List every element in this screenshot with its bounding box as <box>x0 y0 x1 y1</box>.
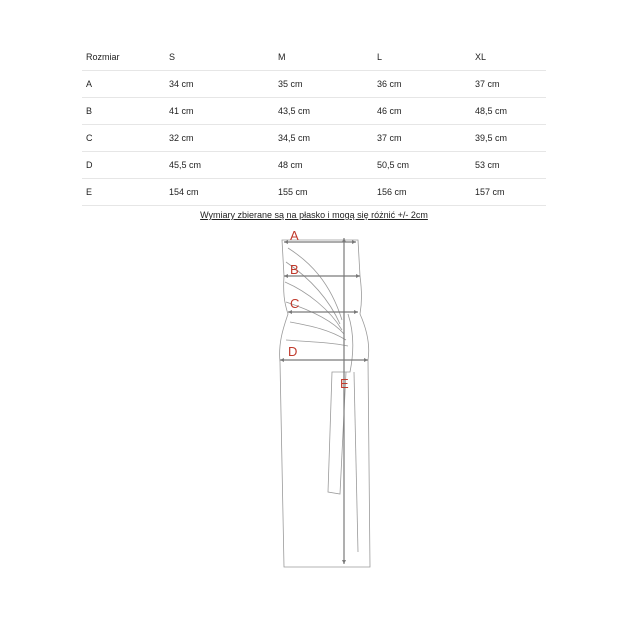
row-label: C <box>86 133 93 143</box>
arrow-head <box>356 274 360 278</box>
dress-outline <box>280 240 370 567</box>
table-cell: 37 cm <box>377 133 402 143</box>
dress-fold <box>290 322 346 340</box>
table-cell: 157 cm <box>475 187 505 197</box>
table-cell: 37 cm <box>475 79 500 89</box>
label-a: A <box>290 228 299 243</box>
header-cell: S <box>169 52 176 62</box>
table-cell: 34 cm <box>169 79 194 89</box>
table-row <box>82 125 546 152</box>
label-b: B <box>290 262 299 277</box>
table-cell: 156 cm <box>377 187 407 197</box>
dress-panel <box>328 314 353 494</box>
table-row <box>82 71 546 98</box>
label-d: D <box>288 344 298 359</box>
table-cell: 50,5 cm <box>377 160 410 170</box>
arrow-head <box>342 560 346 564</box>
table-cell: 41 cm <box>169 106 194 116</box>
table-cell: 35 cm <box>278 79 303 89</box>
label-c: C <box>290 296 300 311</box>
table-cell: 34,5 cm <box>278 133 311 143</box>
table-row <box>82 152 546 179</box>
dress-slit <box>354 372 358 552</box>
dress-diagram <box>250 222 390 572</box>
arrow-head <box>352 240 356 244</box>
table-header-row <box>82 44 546 71</box>
row-label: D <box>86 160 93 170</box>
measurement-note: Wymiary zbierane są na płasko i mogą się różnić +/- 2cm <box>200 210 428 220</box>
table-cell: 43,5 cm <box>278 106 311 116</box>
arrow-head <box>280 358 284 362</box>
table-cell: 45,5 cm <box>169 160 202 170</box>
header-cell: M <box>278 52 286 62</box>
arrow-head <box>364 358 368 362</box>
table-cell: 53 cm <box>475 160 500 170</box>
table-cell: 32 cm <box>169 133 194 143</box>
header-cell: L <box>377 52 383 62</box>
size-table <box>82 44 546 206</box>
header-cell: Rozmiar <box>86 52 120 62</box>
table-cell: 48,5 cm <box>475 106 508 116</box>
table-row <box>82 98 546 125</box>
table-row <box>82 179 546 206</box>
label-e: E <box>340 376 349 391</box>
table-cell: 36 cm <box>377 79 402 89</box>
table-cell: 39,5 cm <box>475 133 508 143</box>
arrow-head <box>284 240 288 244</box>
arrow-head <box>284 274 288 278</box>
table-cell: 155 cm <box>278 187 308 197</box>
table-cell: 154 cm <box>169 187 199 197</box>
row-label: A <box>86 79 93 89</box>
row-label: B <box>86 106 93 116</box>
header-cell: XL <box>475 52 487 62</box>
table-cell: 48 cm <box>278 160 303 170</box>
row-label: E <box>86 187 93 197</box>
arrow-head <box>354 310 358 314</box>
table-cell: 46 cm <box>377 106 402 116</box>
